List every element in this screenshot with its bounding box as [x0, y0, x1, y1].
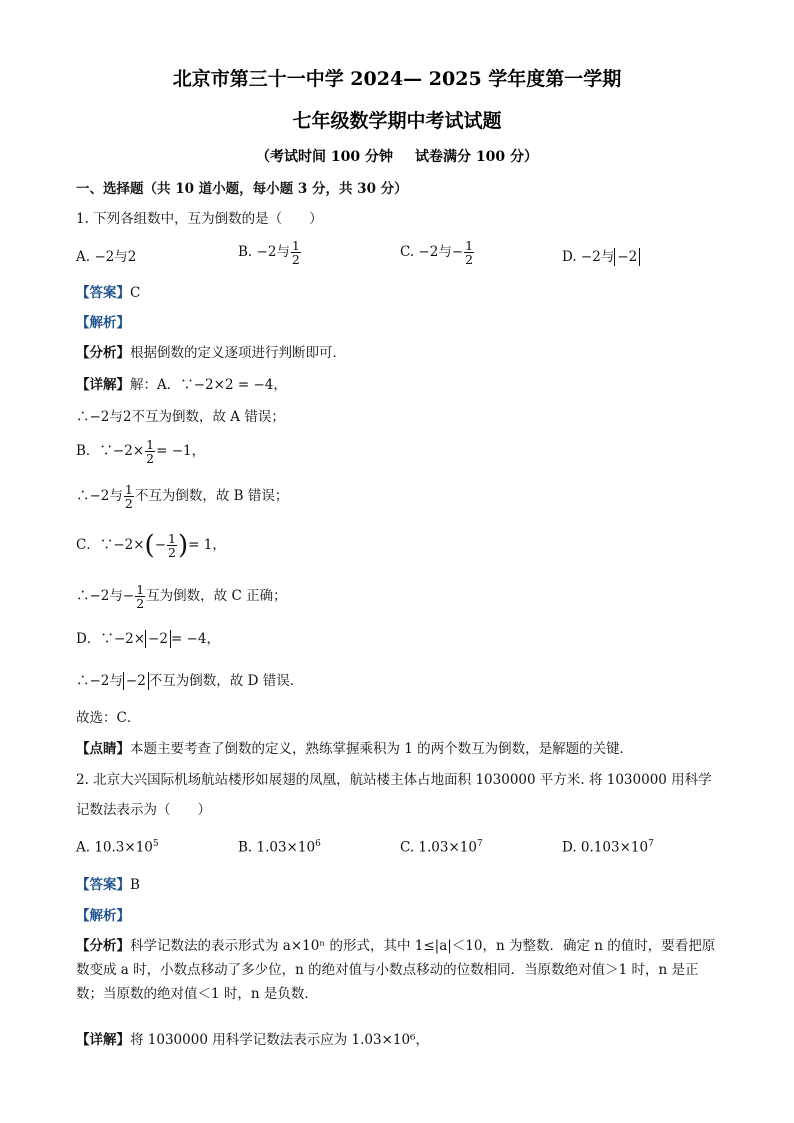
- q2-option-c: C. $1.03\times 10^7$: [400, 839, 483, 856]
- exam-subtitle: 七年级数学期中考试试题: [292, 110, 502, 132]
- q1-detail-line-4: ∴−2与 $\frac{1}{2}$ 不互为倒数，故 B 错误；: [76, 482, 289, 511]
- fraction: $\frac{1}{2}$: [168, 531, 176, 560]
- q1-detail-line-2: ∴−2与2不互为倒数，故 A 错误；: [76, 409, 285, 425]
- fraction: $\frac{1}{2}$: [136, 582, 145, 611]
- q2-answer: 【答案】B: [76, 877, 140, 893]
- q1-detail-line-5: C．∵−2×(− $\frac{1}{2}$ )= 1，: [76, 530, 226, 561]
- q1-option-a: A. −2与2: [76, 249, 137, 265]
- exam-time: （考试时间 100 分钟: [256, 149, 393, 165]
- q1-choice: 故选：C．: [76, 710, 141, 726]
- q1-answer: 【答案】C: [76, 285, 141, 301]
- q2-detail: 【详解】将 1030000 用科学记数法表示应为 1.03×10⁶，: [76, 1032, 429, 1048]
- q1-detail-line-1: 【详解】解：A．∵−2×2 = −4，: [76, 377, 287, 393]
- question-2-stem-line-1: 2. 北京大兴国际机场航站楼形如展翅的凤凰，航站楼主体占地面积 1030000 平方米. 将 1030000 用科学: [76, 772, 712, 788]
- q2-option-b: B. $1.03\times 10^6$: [238, 839, 321, 856]
- fraction: $\frac{1}{2}$: [124, 482, 133, 511]
- q1-analysis-tag: 【解析】: [76, 315, 130, 331]
- q1-option-c: C. −2与− $\frac{1}{2}$: [400, 238, 474, 267]
- q2-analysis-tag: 【解析】: [76, 908, 130, 924]
- exam-score: 试卷满分 100 分）: [415, 149, 538, 165]
- fraction: $\frac{1}{2}$: [146, 437, 155, 466]
- q2-fenxi: 【分析】科学记数法的表示形式为 a×10ⁿ 的形式，其中 1≤|a|＜10，n 为整数．确定 n 的值时，要看把原数变成 a 时，小数点移动了多少位，n 的绝对值与小数点移动的位数相同．当原数绝对值＞1 时，n 是正数；当原数的绝对值＜1 时，n 是负数．: [76, 938, 716, 1002]
- fraction: $\frac{1}{2}$: [291, 238, 300, 267]
- q1-detail-line-7: D．∵−2× −2 = −4，: [76, 631, 220, 647]
- question-2-stem-line-2: 记数法表示为（ ）: [76, 802, 211, 818]
- q1-detail-line-6: ∴−2与− $\frac{1}{2}$ 互为倒数，故 C 正确；: [76, 582, 287, 611]
- q1-option-d: D. −2与 −2: [562, 245, 640, 266]
- section-heading: 一、选择题（共 10 道小题，每小题 3 分，共 30 分）: [76, 181, 408, 197]
- q1-option-b: B. −2与 $\frac{1}{2}$: [238, 238, 300, 267]
- exam-title: 北京市第三十一中学 2024— 2025 学年度第一学期: [172, 68, 622, 90]
- q1-fenxi: 【分析】根据倒数的定义逐项进行判断即可．: [76, 345, 346, 361]
- q1-detail-line-3: B．∵−2× $\frac{1}{2}$ = −1，: [76, 437, 206, 466]
- q2-option-a: A. $10.3\times 10^5$: [76, 839, 159, 856]
- exam-info: [0, 146, 794, 166]
- q1-dianjing: 【点睛】本题主要考查了倒数的定义，熟练掌握乘积为 1 的两个数互为倒数，是解题的关键．: [76, 741, 634, 757]
- q2-option-d: D. $0.103\times 10^7$: [562, 839, 654, 856]
- absolute-value: −2: [614, 248, 640, 266]
- question-1-stem: 1. 下列各组数中，互为倒数的是（ ）: [76, 211, 323, 227]
- fraction: $\frac{1}{2}$: [465, 238, 474, 267]
- q1-detail-line-8: ∴−2与 −2 不互为倒数，故 D 错误．: [76, 673, 304, 689]
